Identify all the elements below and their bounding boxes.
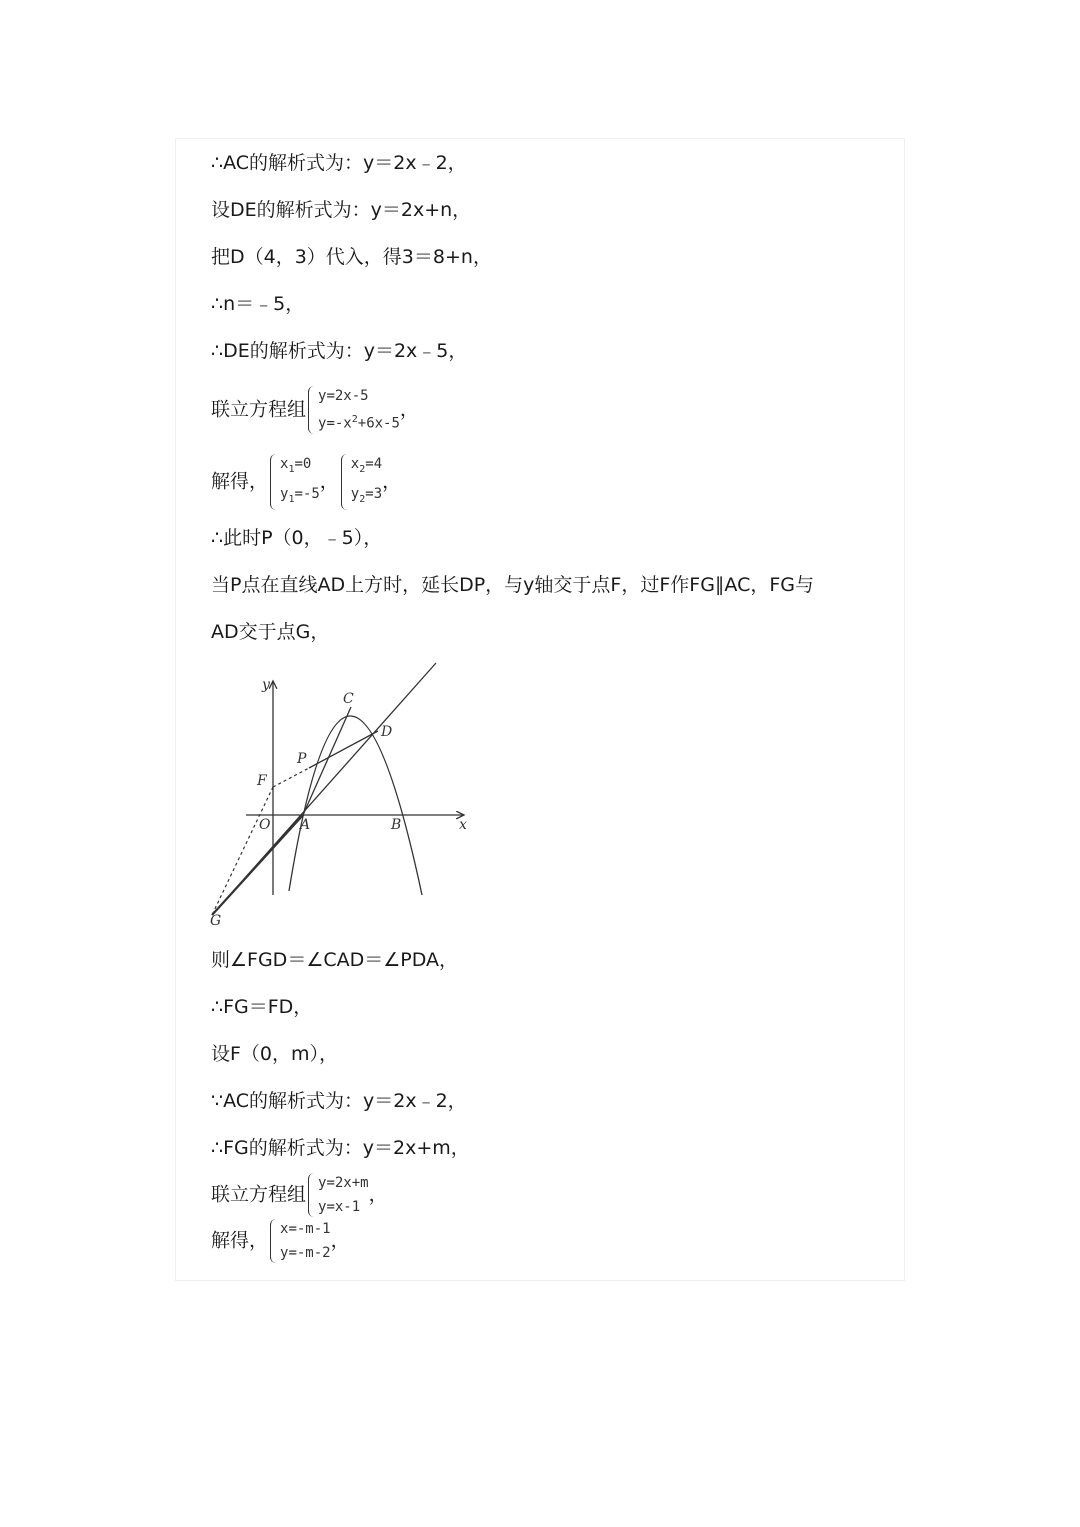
- system-1-eq2-exponent: 2: [351, 414, 358, 425]
- s2-x-val: =4: [365, 456, 383, 472]
- equation-system-1: [308, 384, 400, 436]
- system-2-prefix: 联立方程组: [211, 1183, 307, 1206]
- label-x-axis: x: [459, 817, 467, 833]
- system-2-eq2: y=x-1: [318, 1199, 361, 1215]
- document-page: [175, 138, 905, 1281]
- line-p-point: ∴此时P（0，﹣5），: [211, 527, 383, 549]
- s2-y-val: =3: [365, 485, 383, 502]
- line-de-formula: ∴DE的解析式为：y＝2x﹣5，: [211, 340, 468, 362]
- system-2-suffix: ，: [368, 1183, 388, 1206]
- line-solutions-1: [211, 452, 401, 512]
- s2-x-sub: 2: [359, 463, 366, 475]
- label-g: G: [210, 913, 222, 929]
- s1-x-sub: 1: [288, 463, 295, 475]
- solutions-end: ，: [382, 470, 402, 493]
- segment-ac: [303, 707, 351, 815]
- segment-ga: [212, 815, 303, 915]
- label-f: F: [257, 773, 267, 789]
- line-substitute-d: 把D（4，3）代入，得3＝8+n，: [211, 246, 492, 268]
- line-fg-formula: ∴FG的解析式为：y＝2x+m，: [211, 1137, 470, 1159]
- label-c: C: [343, 691, 354, 707]
- label-y-axis: y: [262, 677, 270, 693]
- solution-set-3: [270, 1217, 331, 1265]
- system-1-eq2: [318, 408, 400, 436]
- line-system-1: [211, 384, 419, 436]
- system-1-prefix: 联立方程组: [211, 398, 307, 421]
- system-1-suffix: ，: [399, 398, 419, 421]
- line-set-de: 设DE的解析式为：y＝2x+n，: [211, 199, 472, 221]
- solution-set-1: [270, 452, 320, 512]
- line-solutions-2: [211, 1217, 350, 1265]
- system-1-eq1: y=2x-5: [318, 388, 369, 404]
- equation-system-2: [308, 1171, 369, 1219]
- s2-y-var: y: [350, 485, 360, 502]
- line-set-f: 设F（0，m），: [211, 1043, 339, 1065]
- system-2-eq1: y=2x+m: [318, 1175, 369, 1191]
- label-o: O: [259, 817, 271, 833]
- segment-fg-dashed: [212, 787, 273, 915]
- line-fg-fd: ∴FG＝FD，: [211, 996, 313, 1018]
- line-angles: 则∠FGD＝∠CAD＝∠PDA，: [211, 949, 459, 971]
- s2-x-var: x: [350, 456, 360, 472]
- system-1-eq2-part-a: y=-x: [318, 415, 352, 432]
- label-a: A: [300, 817, 311, 833]
- solution-set-2: [341, 452, 382, 512]
- s1-y-var: y: [280, 485, 289, 502]
- s1-x-val: =0: [294, 456, 312, 472]
- line-n-value: ∴n＝﹣5，: [211, 293, 305, 315]
- line-ac-formula: ∴AC的解析式为：y＝2x﹣2，: [211, 152, 467, 174]
- solutions-2-suffix: ，: [330, 1229, 350, 1252]
- solutions-2-prefix: 解得，: [211, 1229, 269, 1252]
- line-system-2: [211, 1171, 388, 1219]
- s1-y-val: =-5: [294, 485, 320, 502]
- label-d: D: [381, 724, 393, 740]
- label-b: B: [391, 817, 402, 833]
- line-intersect-g: AD交于点G，: [211, 621, 330, 643]
- solutions-separator: ，: [319, 470, 339, 493]
- line-ac-formula-again: ∵AC的解析式为：y＝2x﹣2，: [211, 1090, 467, 1112]
- system-1-eq2-part-b: +6x-5: [357, 415, 400, 432]
- segment-fp-dashed: [273, 768, 309, 787]
- solution-3-eq2: y=-m-2: [280, 1245, 331, 1261]
- s1-x-var: x: [280, 456, 289, 472]
- s2-y-sub: 2: [359, 493, 366, 505]
- label-p: P: [297, 751, 307, 767]
- line-case-above: 当P点在直线AD上方时，延长DP，与y轴交于点F，过F作FG∥AC，FG与: [211, 574, 815, 596]
- segment-pd: [309, 731, 378, 768]
- solutions-1-prefix: 解得，: [211, 470, 269, 493]
- solution-3-eq1: x=-m-1: [280, 1221, 331, 1237]
- s1-y-sub: 1: [288, 493, 295, 505]
- geometry-diagram: [206, 659, 506, 929]
